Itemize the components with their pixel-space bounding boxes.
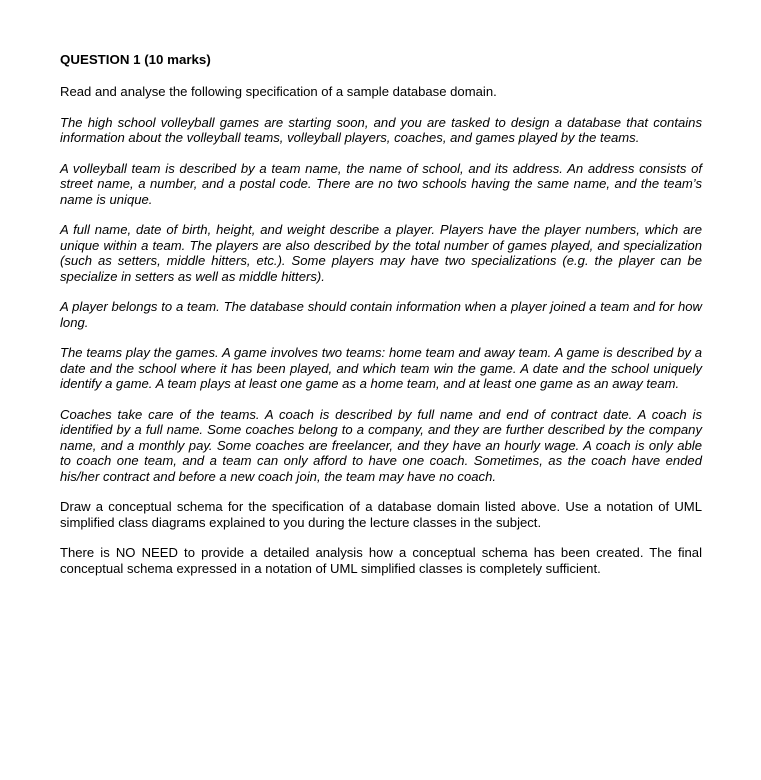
spec-paragraph-game: The teams play the games. A game involves two teams: home team and away team. A game is described by a date and the school where it has been played, and which team win the game. A date and the school uniquely identify a game. A team plays at least one game as a home team, and at least one game as an away team. [60, 345, 702, 391]
spec-paragraph-coach: Coaches take care of the teams. A coach is described by full name and end of contract date. A coach is identified by a full name. Some coaches belong to a company, and they are further described by the company name, and a monthly pay. Some coaches are freelancer, and they have an hourly wage. A coach is only able to coach one team, and a team can only afford to have one coach. Sometimes, as the coach have ended his/her contract and before a new coach join, the team may have no coach. [60, 406, 702, 484]
question-content [60, 52, 702, 591]
note-paragraph: There is NO NEED to provide a detailed analysis how a conceptual schema has been created. The final conceptual schema expressed in a notation of UML simplified classes is completely sufficient. [60, 545, 702, 576]
question-title: QUESTION 1 (10 marks) [60, 52, 211, 67]
spec-paragraph-membership: A player belongs to a team. The database should contain information when a player joined a team and for how long. [60, 299, 702, 330]
spec-paragraph-team: A volleyball team is described by a team name, the name of school, and its address. An address consists of street name, a number, and a postal code. There are no two schools having the same name, and the team’s name is unique. [60, 160, 702, 207]
spec-paragraph-player: A full name, date of birth, height, and weight describe a player. Players have the player numbers, which are unique within a team. The players are also described by the total number of games played, and specialization (such as setters, middle hitters, etc.). Some players may have two specializations (e.g. the player can be specialize in setters as well as middle hitters). [60, 222, 702, 284]
task-paragraph: Draw a conceptual schema for the specification of a database domain listed above. Use a notation of UML simplified class diagrams explained to you during the lecture classes in the subject. [60, 499, 702, 530]
spec-paragraph-overview: The high school volleyball games are starting soon, and you are tasked to design a database that contains information about the volleyball teams, volleyball players, coaches, and games played by the teams. [60, 114, 702, 145]
intro-paragraph: Read and analyse the following specification of a sample database domain. [60, 84, 497, 99]
